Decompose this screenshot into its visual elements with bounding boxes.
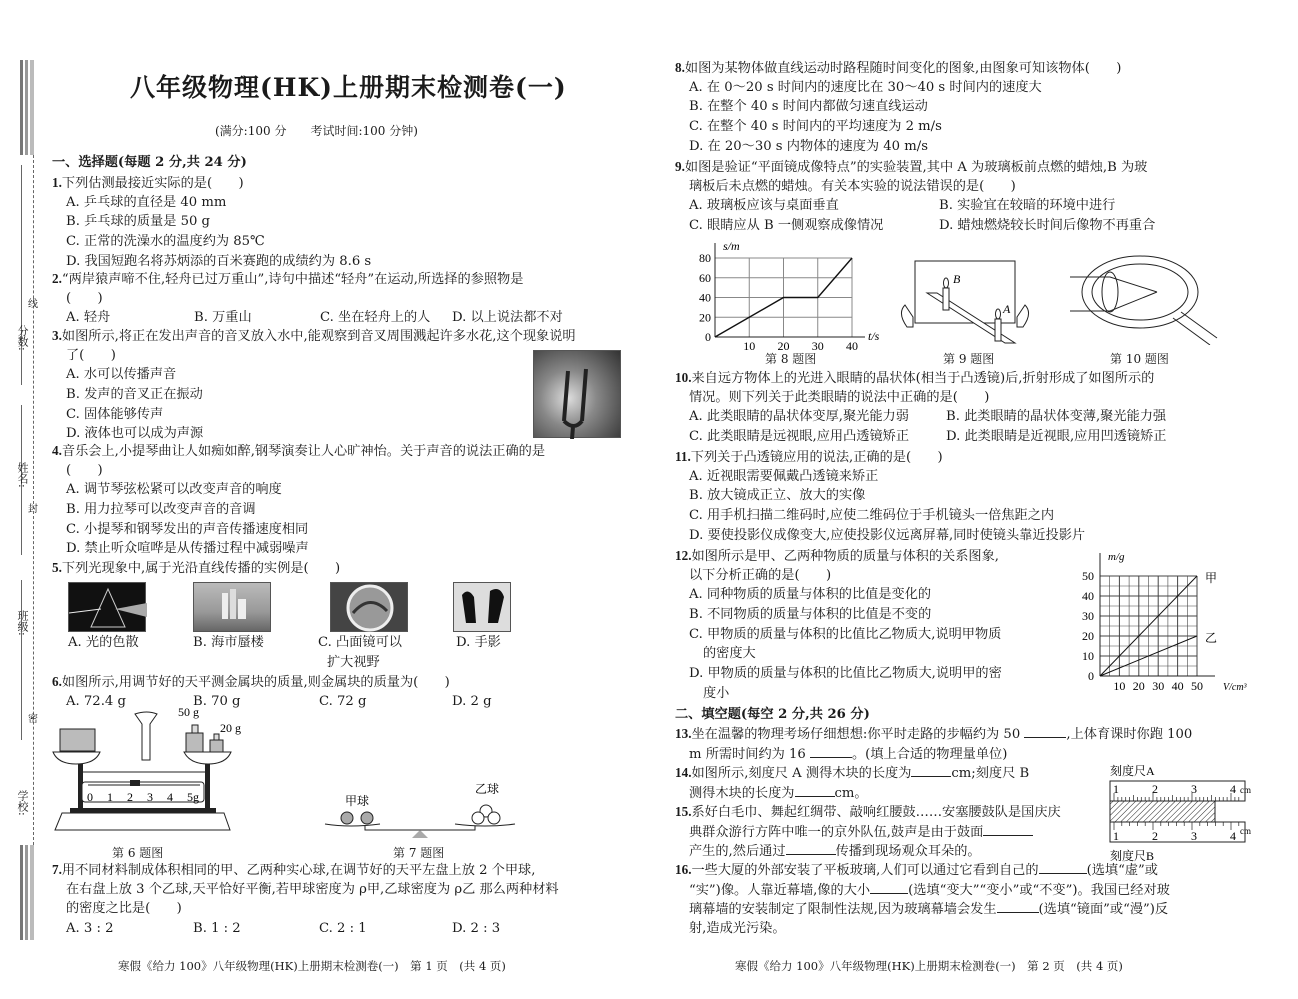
option-c: C. 正常的洗澡水的温度约为 85℃ [66,234,265,250]
ruler-a-label: 3 [1191,782,1197,796]
blank[interactable] [870,880,908,894]
ruler-b-label: 3 [1191,829,1197,843]
exam-title: 八年级物理(HK)上册期末检测卷(一) [130,73,567,102]
class-label: 班级: [16,610,29,636]
x-tick-label: 20 [1132,679,1145,693]
distance-time-chart [695,238,890,350]
x-tick-label: 10 [1113,679,1126,693]
question-4: 4.音乐会上,小提琴曲让人如痴如醉,钢琴演奏让人心旷神怡。关于声音的说法正确的是 ( ) A. 调节琴弦松紧可以改变声音的响度 B. 用力拉琴可以改变声音的音调 C. 小提琴和钢琴发出的声音传播速度相同 D. 禁止听众喧哗是从传播过程中减弱噪声 [52,443,546,557]
hand-shadow-photo [453,582,511,632]
y-tick-label: 0 [1088,669,1094,683]
question-6: 6.如图所示,用调节好的天平测金属块的质量,则金属块的质量为( ) A. 72.4 g B. 70 g C. 72 g D. 2 g [52,674,492,709]
weight-20g-label: 20 g [220,721,241,735]
svg-text:3: 3 [147,790,153,804]
svg-text:5g: 5g [187,790,199,804]
cut-seal-label: 封 [28,504,38,515]
footer-left: 寒假《给力 100》八年级物理(HK)上册期末检测卷(一) 第 1 页 (共 4 页) [118,959,506,973]
svg-text:刻度尺B: 刻度尺B [1110,849,1155,863]
question-15: 15.系好白毛巾、舞起红绸带、敲响红腰鼓……安塞腰鼓队是国庆庆 典群众游行方阵中唯一的京外队伍,鼓声是由于鼓面 产生的,然后通过 传播到现场观众耳朵的。 [675,804,1061,860]
ruler-a-unit: cm [1240,785,1251,795]
blank[interactable] [795,783,835,797]
x-tick-label: 30 [811,339,824,350]
convex-mirror-photo [330,582,408,632]
fig8-caption: 第 8 题图 [765,352,817,366]
ruler-b-label: 1 [1113,829,1119,843]
y-tick-label: 20 [699,310,711,325]
eye-figure [1065,250,1225,345]
exam-subtitle: (满分:100 分 考试时间:100 分钟) [215,124,418,138]
fig6-caption: 第 6 题图 [112,846,164,860]
question-10: 10.来自远方物体上的光进入眼睛的晶状体(相当于凸透镜)后,折射形成了如图所示的 情况。则下列关于此类眼睛的说法中正确的是( ) A. 此类眼睛的晶状体变厚,聚光能力弱 B. 此类眼睛的晶状体变薄,聚光能力强 C. 此类眼睛是远视眼,应用凸透镜矫正 D. 此类眼睛是近视眼,应用凹透镜矫正 [675,370,1167,445]
y-tick-label: 60 [699,270,711,285]
q5-options: A. 光的色散 B. 海市蜃楼 C. 凸面镜可以 扩大视野 D. 手影 [68,635,501,670]
blank[interactable] [786,841,836,855]
question-5: 5.下列光现象中,属于光沿直线传播的实例是( ) [52,560,341,576]
y-tick-label: 20 [1082,629,1094,643]
option-a: A. 乒乓球的直径是 40 mm [66,194,227,210]
cut-secret-label: 密 [28,714,38,725]
question-1: 1.下列估测最接近实际的是( ) A. 乒乓球的直径是 40 mm B. 乒乓球的质量是 50 g C. 正常的洗澡水的温度约为 85℃ D. 我国短跑名将苏炳添的百米赛跑的成绩约为 8.6 s [52,173,371,271]
blank[interactable] [911,763,951,777]
x-tick-label: 20 [777,339,790,350]
school-label: 学校: [16,790,29,816]
question-9: 9.如图是验证“平面镜成像特点”的实验装置,其中 A 为玻璃板前点燃的蜡烛,B 为玻 璃板后未点燃的蜡烛。有关本实验的说法错误的是( ) A. 玻璃板应该与桌面垂直 B. 实验宜在较暗的环境中进行 C. 眼睛应从 B 一侧观察成像情况 D. 蜡烛燃烧较长时间后像物不再重合 [675,159,1156,234]
question-11: 11.下列关于凸透镜应用的说法,正确的是( ) A. 近视眼需要佩戴凸透镜来矫正 B. 放大镜成正立、放大的实像 C. 用手机扫描二维码时,应使二维码位于手机镜头一倍焦距之内 D. 要使投影仪成像变大,应使投影仪远离屏幕,同时使镜头靠近投影片 [675,449,1086,543]
x-axis-label: V/cm³ [1223,682,1247,693]
plane-mirror-figure [895,255,1035,345]
question-8: 8.如图为某物体做直线运动时路程随时间变化的图象,由图象可知该物体( ) A. 在 0～20 s 时间内的速度比在 30～40 s 时间内的速度大 B. 在整个 40 s 时间内都做匀速直线运动 C. 在整个 40 s 时间内的平均速度为 2 m/s D. 在 20～30 s 内物体的速度为 40 m/s [675,60,1122,154]
svg-text:B: B [953,272,961,286]
question-7: 7.用不同材料制成体积相同的甲、乙两种实心球,在调节好的天平左盘上放 2 个甲球, 在右盘上放 3 个乙球,天平恰好平衡,若甲球密度为 ρ甲,乙球密度为 ρ乙 那么两种材料 的密度之比是( ) A. 3 : 2 B. 1 : 2 C. 2 : 1 D. 2 : 3 [52,862,559,937]
tuning-fork-photo [533,350,621,438]
svg-text:A: A [1003,302,1011,316]
option-b: B. 乒乓球的质量是 50 g [66,214,210,230]
section-2-heading: 二、填空题(每空 2 分,共 26 分) [675,707,870,722]
ruler-a-label: 1 [1113,782,1119,796]
blank[interactable] [997,899,1039,913]
mass-volume-chart [1070,548,1255,696]
question-2: 2.“两岸猿声啼不住,轻舟已过万重山”,诗句中描述“轻舟”在运动,所选择的参照物是 ( ) A. 轻舟 B. 万重山 C. 坐在轻舟上的人 D. 以上说法都不对 [52,271,563,326]
question-16: 16.一些大厦的外部安装了平板玻璃,人们可以通过它看到自己的 (选填“虚”或 “实”)像。人靠近幕墙,像的大小 (选填“变大”“变小”或“不变”)。我国已经对玻 璃幕墙的安装制定了限制性法规,因为玻璃幕墙会发生 (选填“镜面”或“漫”)反 射,造成光污染。 [675,862,1170,937]
svg-text:4: 4 [167,790,173,804]
section-1-heading: 一、选择题(每题 2 分,共 24 分) [52,155,247,170]
fig9-caption: 第 9 题图 [943,352,995,366]
series-label: 甲 [1205,571,1218,585]
option-d: D. 我国短跑名将苏炳添的百米赛跑的成绩约为 8.6 s [66,253,372,269]
y-tick-label: 0 [705,330,711,344]
score-label: 分数: [16,325,29,351]
svg-text:2: 2 [127,790,133,804]
weight-50g-label: 50 g [178,706,199,719]
y-tick-label: 40 [1082,589,1094,603]
ruler-b-unit: cm [1240,826,1251,836]
question-3: 3.如图所示,将正在发出声音的音叉放入水中,能观察到音叉周围溅起许多水花,这个现象说明 了( ) A. 水可以传播声音 B. 发声的音叉正在振动 C. 固体能够传声 D. 液体也可以成为声源 [52,328,576,442]
y-tick-label: 80 [699,251,711,265]
name-label: 姓名: [16,462,29,488]
blank[interactable] [983,822,1033,836]
ruler-a-label: 2 [1152,782,1158,796]
x-tick-label: 50 [1191,679,1203,693]
ball-balance-figure [320,780,520,840]
question-13: 13.坐在温馨的物理考场仔细想想:你平时走路的步幅约为 50 ,上体育课时你跑 100 m 所需时间约为 16 。(填上合适的物理量单位) [675,726,1193,762]
x-axis-label: t/s [868,329,880,343]
ruler-a-label: 4 [1230,782,1236,796]
blank[interactable] [1024,724,1066,738]
ruler-figure [1100,763,1260,863]
ruler-b-label: 2 [1152,829,1158,843]
svg-text:0: 0 [87,790,93,804]
x-tick-label: 40 [1171,679,1184,693]
svg-text:刻度尺A: 刻度尺A [1110,764,1155,778]
y-tick-label: 10 [1082,649,1094,663]
fig7-caption: 第 7 题图 [393,846,445,860]
x-tick-label: 40 [846,339,858,350]
y-tick-label: 30 [1082,609,1094,623]
y-tick-label: 50 [1082,569,1094,583]
footer-right: 寒假《给力 100》八年级物理(HK)上册期末检测卷(一) 第 2 页 (共 4 页) [735,959,1123,973]
question-14: 14.如图所示,刻度尺 A 测得木块的长度为 cm;刻度尺 B 测得木块的长度为 cm。 [675,765,1030,801]
prism-photo [68,582,146,632]
balance-figure [50,706,270,842]
fig10-caption: 第 10 题图 [1110,352,1169,366]
x-tick-label: 30 [1152,679,1165,693]
svg-text:甲球: 甲球 [345,794,370,808]
y-tick-label: 40 [699,290,711,305]
x-tick-label: 10 [743,339,756,350]
cut-line-label: 线 [28,299,38,310]
mirage-photo [193,582,271,632]
question-12: 12.如图所示是甲、乙两种物质的质量与体积的关系图象, 以下分析正确的是( ) A. 同种物质的质量与体积的比值是变化的 B. 不同物质的质量与体积的比值是不变的 C. 甲物质的质量与体积的比值比乙物质大,说明甲物质 的密度大 D. 甲物质的质量与体积的比值比乙物质大,说明甲的密 度小 [675,548,1002,701]
blank[interactable] [810,744,852,758]
y-axis-label: m/g [1108,551,1125,563]
series-label: 乙 [1205,631,1218,645]
svg-text:1: 1 [107,790,113,804]
ruler-b-label: 4 [1230,829,1236,843]
y-axis-label: s/m [723,239,740,253]
svg-text:乙球: 乙球 [475,782,500,796]
blank[interactable] [1039,860,1087,874]
